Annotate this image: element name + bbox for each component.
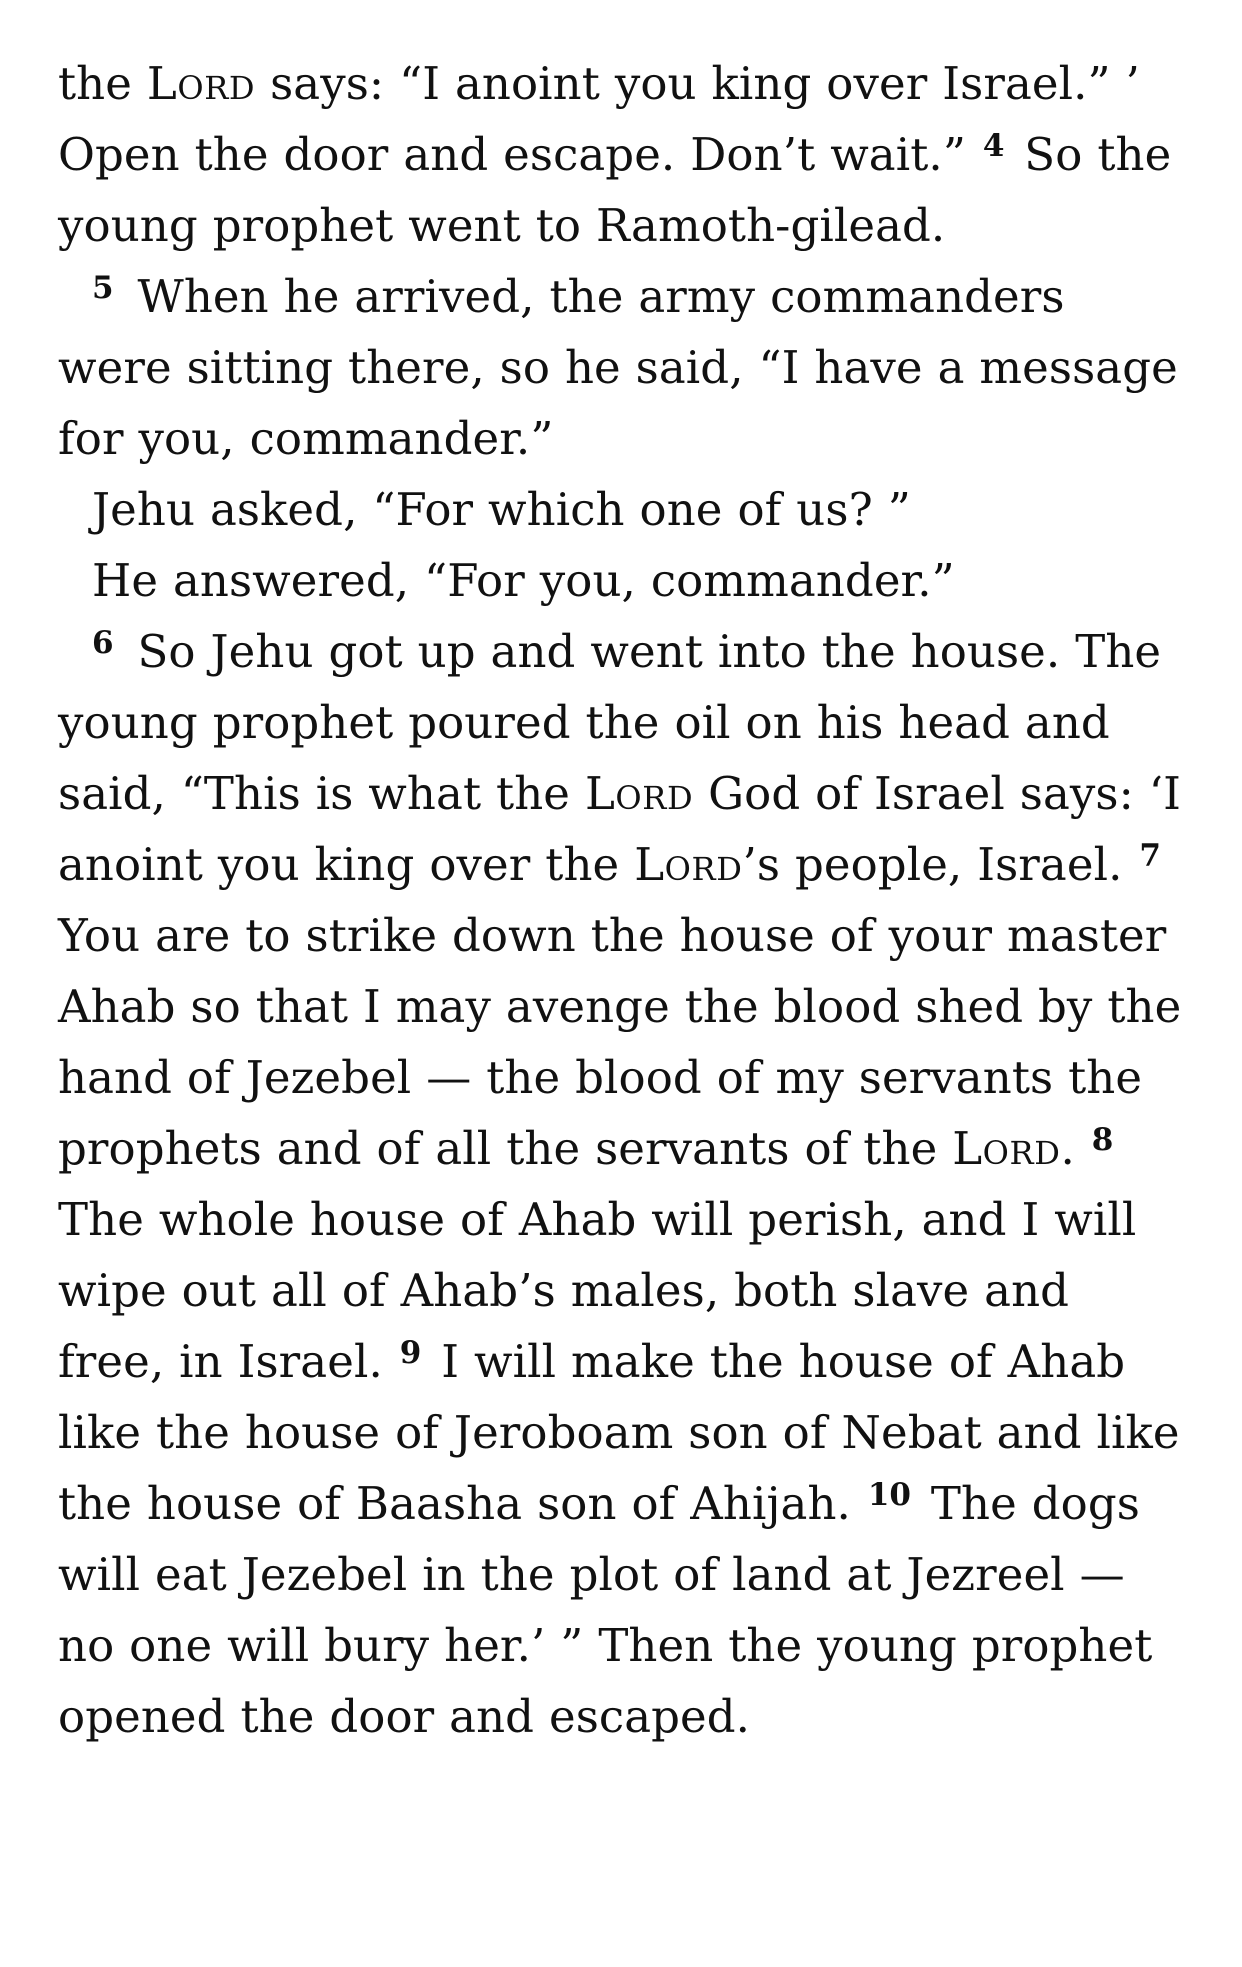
paragraph-2 [58, 261, 1184, 474]
divine-name: Lord [584, 767, 694, 820]
text-run: Jehu asked, “For which one of us? ” [92, 483, 911, 536]
text-run: God of Israel says: ‘I anoint you king over the [58, 767, 1182, 891]
verse-number: 7 [1139, 838, 1161, 874]
paragraph-3 [58, 474, 1184, 545]
verse-number: 8 [1091, 1122, 1114, 1158]
text-run: I will make the house of Ahab like the house of Jeroboam son of Nebat and like the house of Baasha son of Ahijah. [58, 1335, 1180, 1530]
text-run: The dogs will eat Jezebel in the plot of land at Jezreel — no one will bury her.’ ” Then the young prophet opened the door and escaped. [58, 1477, 1153, 1743]
scripture-body [58, 48, 1184, 1752]
paragraph-5 [58, 616, 1184, 1752]
verse-number: 10 [867, 1477, 911, 1513]
text-run: So the young prophet went to Ramoth-gilead. [58, 128, 1172, 252]
paragraph-1 [58, 48, 1184, 261]
paragraph-4 [58, 545, 1184, 616]
text-run: ’s people, Israel. [742, 838, 1138, 891]
text-run: . [1060, 1122, 1090, 1175]
verse-number: 4 [982, 128, 1005, 164]
text-run: says: “I anoint you king over Israel.” ’ Open the door and escape. Don’t wait.” [58, 57, 1140, 181]
text-run: When he arrived, the army commanders were sitting there, so he said, “I have a message for you, commander.” [58, 270, 1178, 465]
divine-name: Lord [634, 838, 743, 891]
verse-number: 5 [92, 270, 114, 306]
verse-number: 9 [399, 1335, 422, 1371]
verse-number: 6 [92, 625, 114, 661]
text-run: The whole house of Ahab will perish, and I will wipe out all of Ahab’s males, both slave and free, in Israel. [58, 1193, 1137, 1388]
text-run: the [58, 57, 147, 110]
text-run: He answered, “For you, commander.” [92, 554, 955, 607]
text-run: So Jehu got up and went into the house. The young prophet poured the oil on his head and said, “This is what the [58, 625, 1162, 820]
divine-name: Lord [952, 1122, 1061, 1175]
divine-name: Lord [146, 57, 256, 110]
text-run: You are to strike down the house of your master Ahab so that I may avenge the blood shed by the hand of Jezebel — the blood of my servants the prophets and of all the servants of the [58, 909, 1182, 1175]
